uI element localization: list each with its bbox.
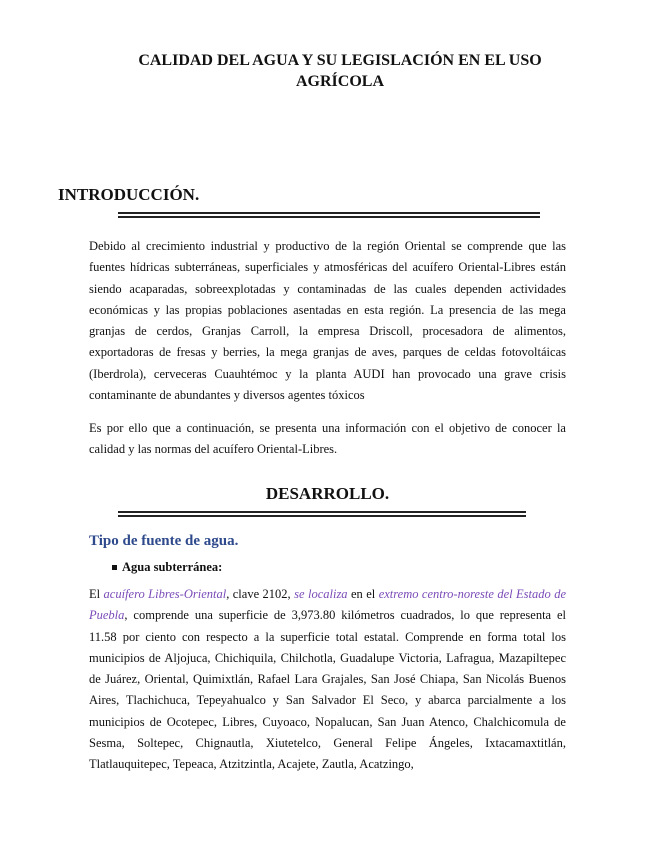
introduction-paragraph: Es por ello que a continuación, se presenta una información con el objetivo de conocer la calidad y las normas del acuífero Oriental-Libres. (89, 421, 566, 457)
subsection-title: Tipo de fuente de agua. (89, 533, 239, 549)
text-run: , clave 2102, (226, 587, 295, 601)
development-heading: DESARROLLO. (265, 484, 390, 503)
section-divider (118, 511, 526, 517)
text-run: en el (347, 587, 379, 601)
document-title: CALIDAD DEL AGUA Y SU LEGISLACIÓN EN EL USO AGRÍCOLA (138, 52, 542, 90)
introduction-heading: INTRODUCCIÓN. (58, 185, 200, 204)
bullet-item (112, 560, 222, 575)
region-link[interactable]: extremo centro-noreste del Estado de Puebla (89, 587, 567, 623)
location-link[interactable]: se localiza (294, 587, 348, 601)
text-run: El (89, 587, 104, 601)
aquifer-paragraph (89, 584, 566, 776)
section-divider (118, 212, 540, 218)
text-run: , comprende una superficie de 3,973.80 kilómetros cuadrados, lo que representa el 11.58 por ciento con respecto a la superficie total estatal. Comprende en forma total los municipios de Aljojuca, Chichiquila, Chilchotla, Guadalupe Victoria, Lafragua, Mazapiltepec de Juárez, Oriental, Quimixtlán, Rafael Lara Grajales, San José Chiapa, San Nicolás Buenos Aires, Tlachichuca, Tepeyahualco y San Salvador El Seco, y abarca parcialmente a los municipios de Ocotepec, Libres, Cuyoaco, Nopalucan, San Juan Atenco, Chalchicomula de Sesma, Soltepec, Chignautla, Xiutetelco, General Felipe Ángeles, Ixtacamaxtitlán, Tlatlauquitepec, Tepeaca, Atzitzintla, Acajete, Zautla, Acatzingo, (89, 608, 566, 772)
aquifer-link[interactable]: acuífero Libres-Oriental (103, 587, 227, 601)
bullet-icon (112, 565, 117, 570)
introduction-paragraph: Debido al crecimiento industrial y productivo de la región Oriental se comprende que las fuentes hídricas subterráneas, superficiales y atmosféricas del acuífero Oriental-Libres están siendo acaparadas, sobreexplotadas y contaminadas de las cuales dependen actividades económicas y las propias poblaciones asentadas en esta región. La presencia de las mega granjas de cerdos, Granjas Carroll, la empresa Driscoll, procesadora de alimentos, exportadoras de fresas y berries, la mega granjas de aves, parques de celdas fotovoltáicas (Iberdrola), cerveceras Cuauhtémoc y la planta AUDI han provocado una grave crisis contaminante de abundantes y diversos agentes tóxicos (89, 239, 566, 403)
bullet-label: Agua subterránea: (122, 560, 223, 574)
